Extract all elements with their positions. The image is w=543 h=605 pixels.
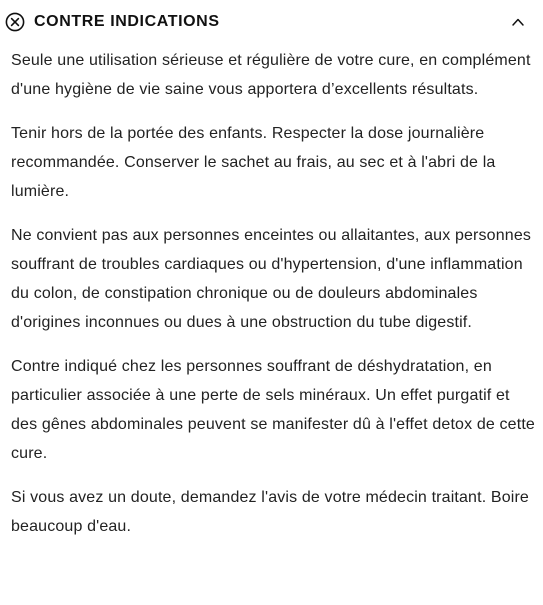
- paragraph-storage: Tenir hors de la portée des enfants. Respecter la dose journalière recommandée. Conserver le sachet au frais, au sec et à l'abri de la lumière.: [11, 125, 496, 200]
- close-circle-icon: [5, 12, 25, 32]
- accordion-content: [11, 46, 537, 556]
- paragraph-usage: Seule une utilisation sérieuse et régulière de votre cure, en complément d'une hygiène de vie saine vous apportera d’excellents résultats.: [11, 52, 531, 98]
- chevron-up-icon[interactable]: [511, 15, 525, 29]
- paragraph-contraindicated: Contre indiqué chez les personnes souffrant de déshydratation, en particulier associée à une perte de sels minéraux. Un effet purgatif et des gênes abdominales peuvent se manifester dû à l'effet detox de cette cure.: [11, 358, 535, 462]
- paragraph-not-suitable: Ne convient pas aux personnes enceintes ou allaitantes, aux personnes souffrant de troubles cardiaques ou d'hypertension, d'une inflammation du colon, de constipation chronique ou de douleurs abdominales d'origines inconnues ou dues à une obstruction du tube digestif.: [11, 227, 532, 331]
- accordion-header[interactable]: [0, 0, 543, 44]
- accordion-title: CONTRE INDICATIONS: [34, 13, 220, 30]
- paragraph-advice: Si vous avez un doute, demandez l'avis de votre médecin traitant. Boire beaucoup d'eau.: [11, 489, 529, 535]
